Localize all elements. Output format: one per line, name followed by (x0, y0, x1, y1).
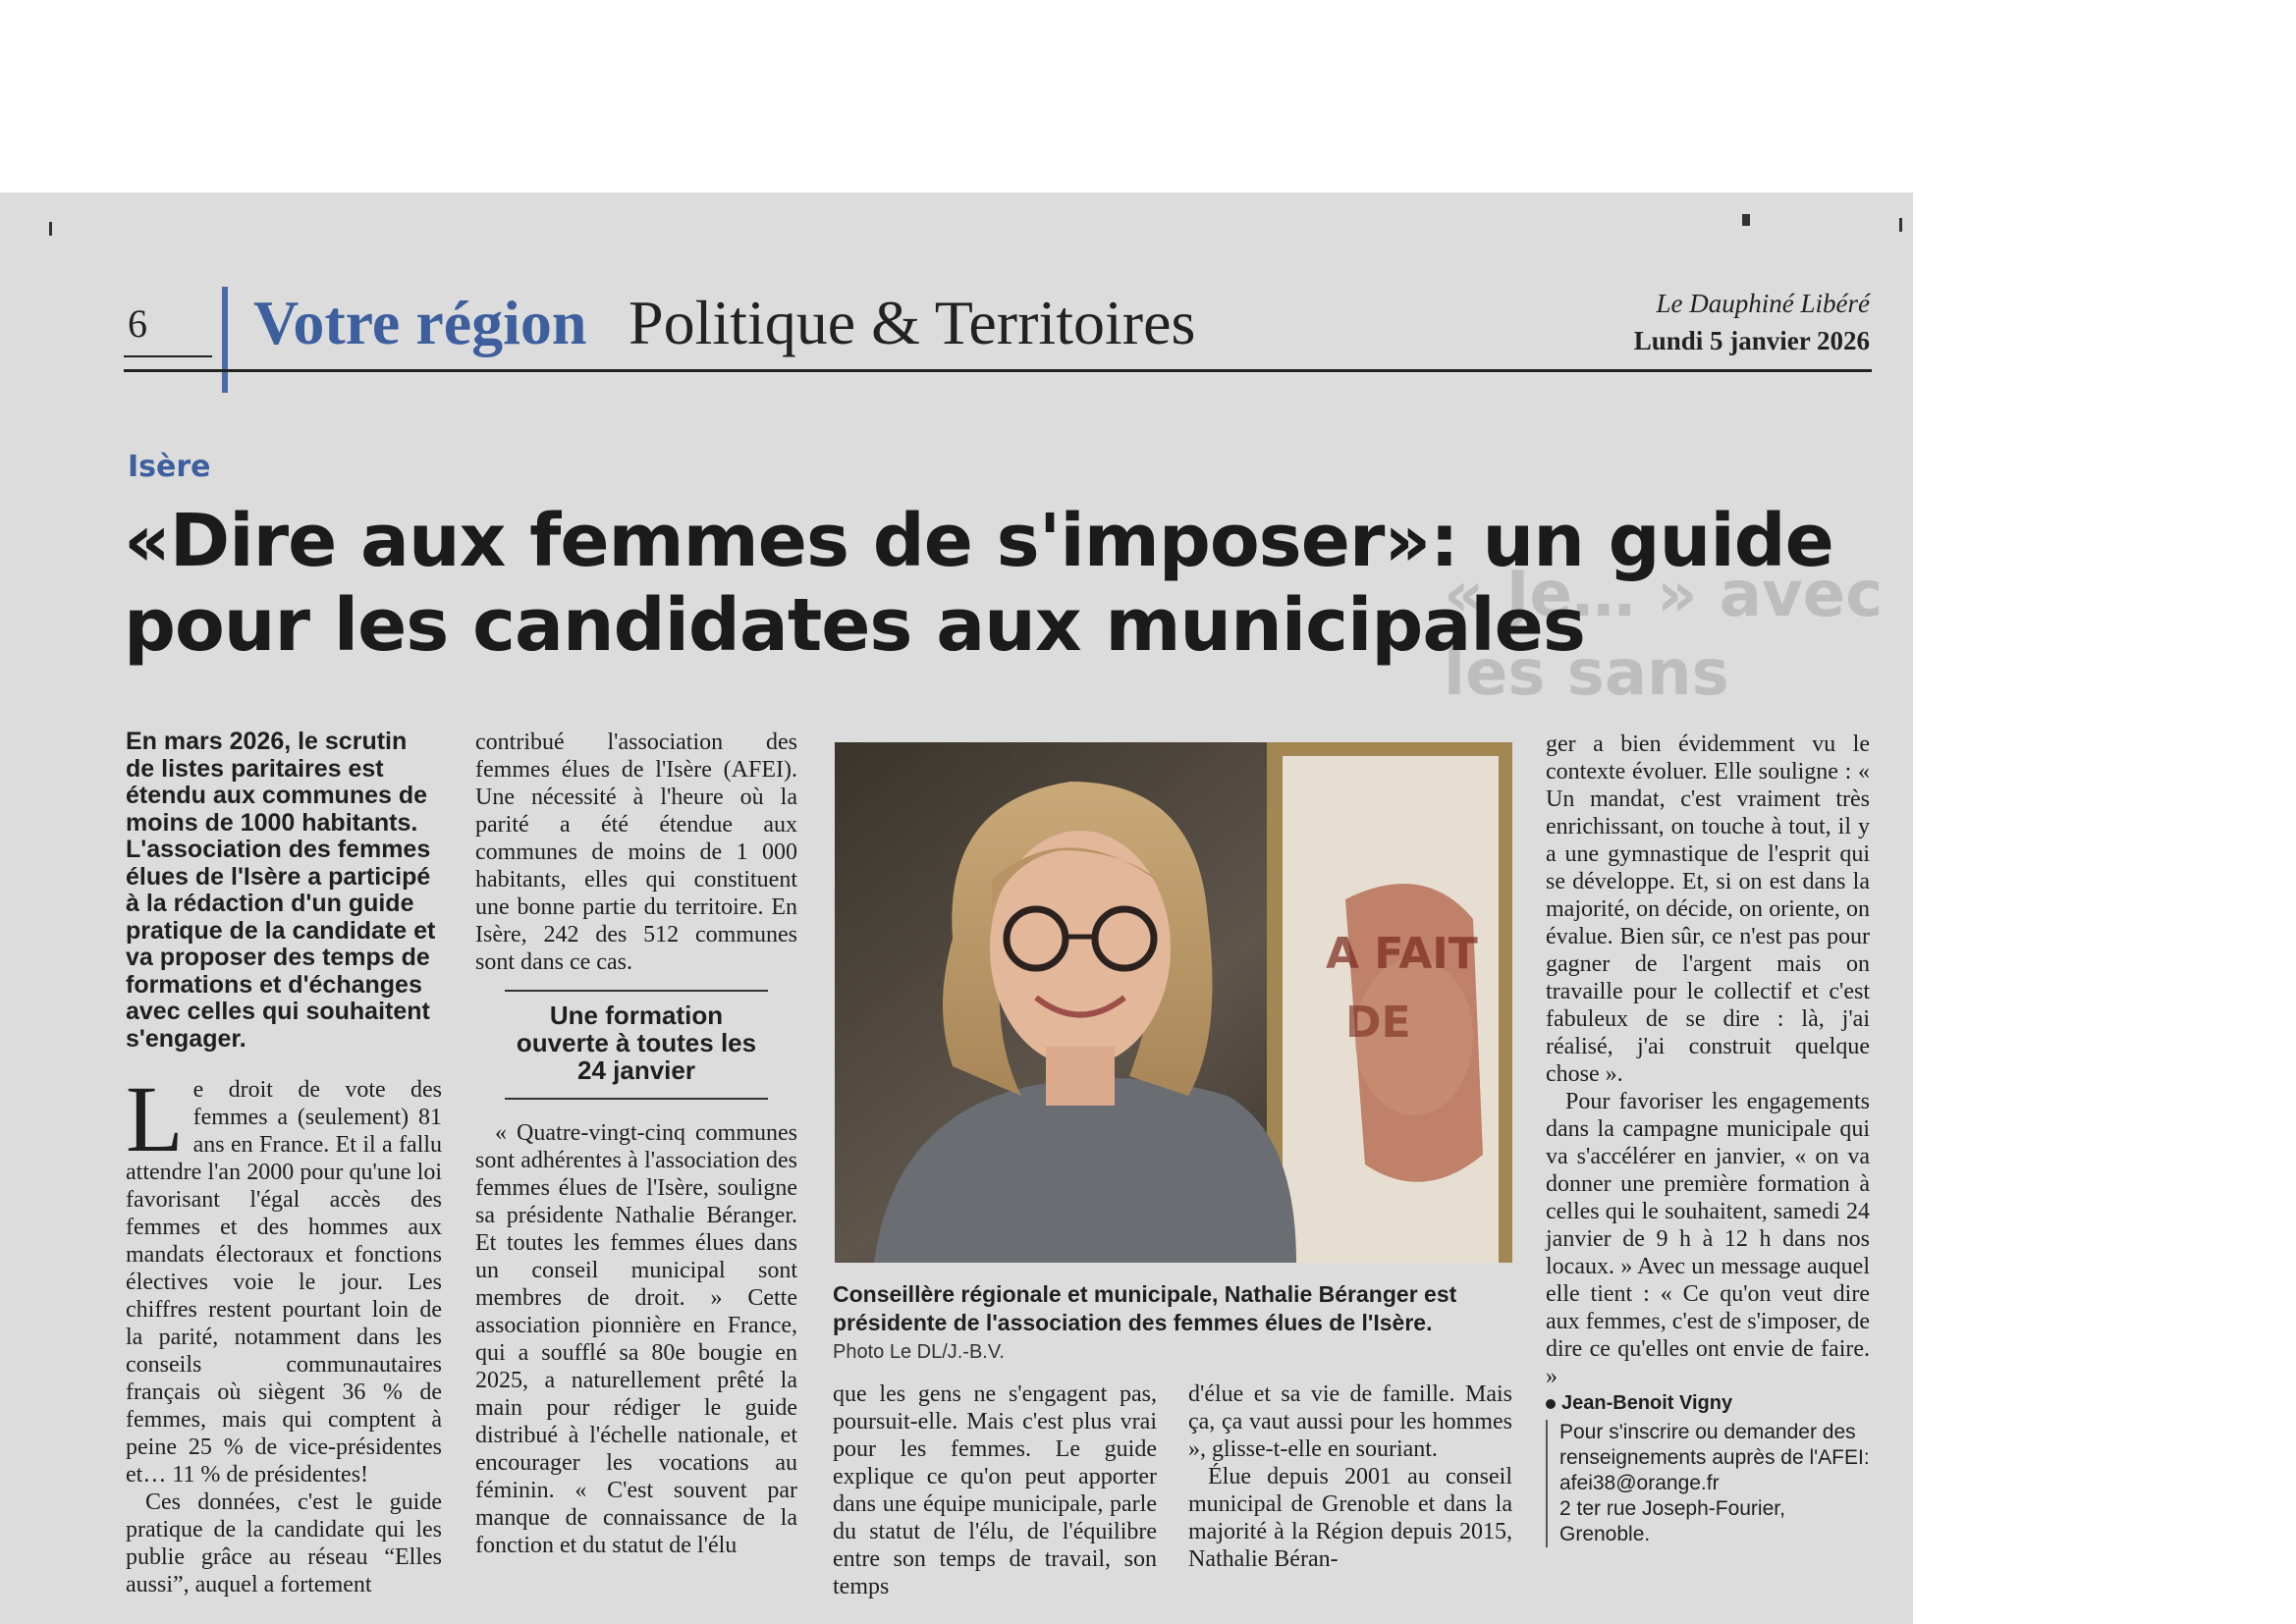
column-3 (833, 1380, 1157, 1600)
paragraph-9: Pour favoriser les engagements dans la campagne municipale qui va s'accélérer en janvier, « on va donner une première formation à celles qui le souhaitent, samedi 24 janvier de 9 h à 12 h dans nos locaux. » Avec un message auquel elle tient : « Ce qu'on veut dire aux femmes, c'est de s'imposer, de dire ce qu'elles ont envie de faire. » (1546, 1089, 1870, 1389)
paragraph-6: d'élue et sa vie de famille. Mais ça, ça vaut aussi pour les hommes », glisse-t-elle en souriant. (1188, 1381, 1512, 1462)
bleed-through-line: « Je… » avec (1444, 559, 1883, 631)
contact-address: 2 ter rue Joseph-Fourier, Grenoble. (1559, 1497, 1785, 1545)
rubric-title: Politique & Territoires (629, 288, 1196, 357)
article-photo (835, 742, 1512, 1263)
author-name: Jean-Benoit Vigny (1561, 1392, 1733, 1414)
paragraph-8: ger a bien évidemment vu le contexte évoluer. Elle souligne : « Un mandat, c'est vraiment très enrichissant, on touche à tout, il y a une gymnastique de l'esprit qui se développe. Et, si on est dans la majorité, on décide, on oriente, on évalue. Bien sûr, ce n'est pas pour gagner de l'argent mais on travaille pour le collectif et c'est fabuleux de se dire : là, j'ai réalisé, j'ai construit quelque chose ». (1546, 731, 1870, 1087)
paragraph-5: que les gens ne s'engagent pas, poursuit-elle. Mais c'est plus vrai pour les femmes. Le guide explique ce qu'on peut apporter dans une équipe municipale, parle du statut de l'élu, de l'équilibre entre son temps de travail, son temps (833, 1381, 1157, 1599)
article-author (1546, 1390, 1870, 1416)
paragraph-1 (126, 1066, 442, 1489)
poster-text: A FAIT (1326, 929, 1478, 979)
header-short-rule (124, 355, 212, 357)
poster-text: DE (1345, 998, 1411, 1048)
header-rule (124, 369, 1872, 372)
newspaper-name: Le Dauphiné Libéré (1656, 289, 1870, 318)
column-1 (126, 729, 442, 1598)
photo-caption: Conseillère régionale et municipale, Nathalie Béranger est présidente de l'association des femmes élues de l'Isère. (833, 1281, 1457, 1335)
bullet-icon (1546, 1399, 1556, 1409)
article-kicker: Isère (128, 450, 211, 484)
page-number: 6 (128, 301, 147, 346)
drop-cap: L (126, 1066, 184, 1171)
paragraph-3: contribué l'association des femmes élues de l'Isère (AFEI). Une nécessité à l'heure où la parité a été étendue aux communes de moins de 1 000 habitants, elles qui constituent une bonne partie du territoire. En Isère, 242 des 512 communes sont dans ce cas. (475, 730, 797, 975)
article-standfirst: En mars 2026, le scrutin de listes paritaires est étendu aux communes de moins de 1000 habitants. L'association des femmes élues de l'Isère a participé à la rédaction d'un guide pratique de la candidate et va proposer des temps de formations et d'échanges avec celles qui souhaitent s'engager. (126, 728, 436, 1053)
newspaper-page (0, 192, 1913, 1624)
contact-info-line: Pour s'inscrire ou demander des renseignements auprès de l'AFEI: afei38@orange.fr (1559, 1421, 1870, 1494)
issue-date: Lundi 5 janvier 2026 (1633, 326, 1870, 355)
scan-mark (49, 222, 52, 236)
photo-credit: Photo Le DL/J.-B.V. (833, 1341, 1005, 1363)
section-title: Votre région (253, 288, 587, 357)
section-bar (222, 287, 228, 393)
article-headline: «Dire aux femmes de s'imposer»: un guide pour les candidates aux municipales (124, 499, 1833, 668)
bleed-through-line: les sans (1444, 637, 1729, 710)
paragraph-2: Ces données, c'est le guide pratique de la candidate qui les publie grâce au réseau “Elles aussi”, auquel a fortement (126, 1489, 442, 1597)
paragraph-7: Élue depuis 2001 au conseil municipal de Grenoble et dans la majorité à la Région depuis 2015, Nathalie Béran- (1188, 1464, 1512, 1572)
scan-mark (1899, 218, 1902, 232)
scan-mark (1742, 214, 1750, 226)
paragraph-1-text: e droit de vote des femmes a (seulement) 81 ans en France. Et il a fallu attendre l'an 2000 pour qu'une loi favorisant l'égal accès des femmes et des hommes aux mandats électoraux et fonctions électives voie le jour. Les chiffres restent pourtant loin de la parité, notamment dans les conseils communautaires français où siègent 36 % de femmes, mais qui comptent à peine 25 % de vice-présidentes et… 11 % de présidentes! (126, 1077, 442, 1488)
intertitle: Une formation ouverte à toutes les 24 janvier (516, 1001, 757, 1085)
column-5 (1546, 731, 1870, 1547)
column-2 (475, 729, 797, 1559)
paragraph-4: « Quatre-vingt-cinq communes sont adhérentes à l'association des femmes élues de l'Isère, souligne sa présidente Nathalie Béranger. Et toutes les femmes élues dans un conseil municipal sont membres de droit. » Cette association pionnière en France, qui a soufflé sa 80e bougie en 2025, a naturellement prêté la main pour rédiger le guide distribué à l'échelle nationale, et encourager les vocations au féminin. « C'est souvent par manque de connaissance de la fonction et du statut de l'élu (475, 1120, 797, 1558)
portrait-photo (835, 742, 1512, 1263)
intertitle-rule-top (505, 990, 768, 992)
intertitle-rule-bottom (505, 1098, 768, 1100)
contact-info (1546, 1420, 1870, 1547)
column-4 (1188, 1380, 1512, 1573)
